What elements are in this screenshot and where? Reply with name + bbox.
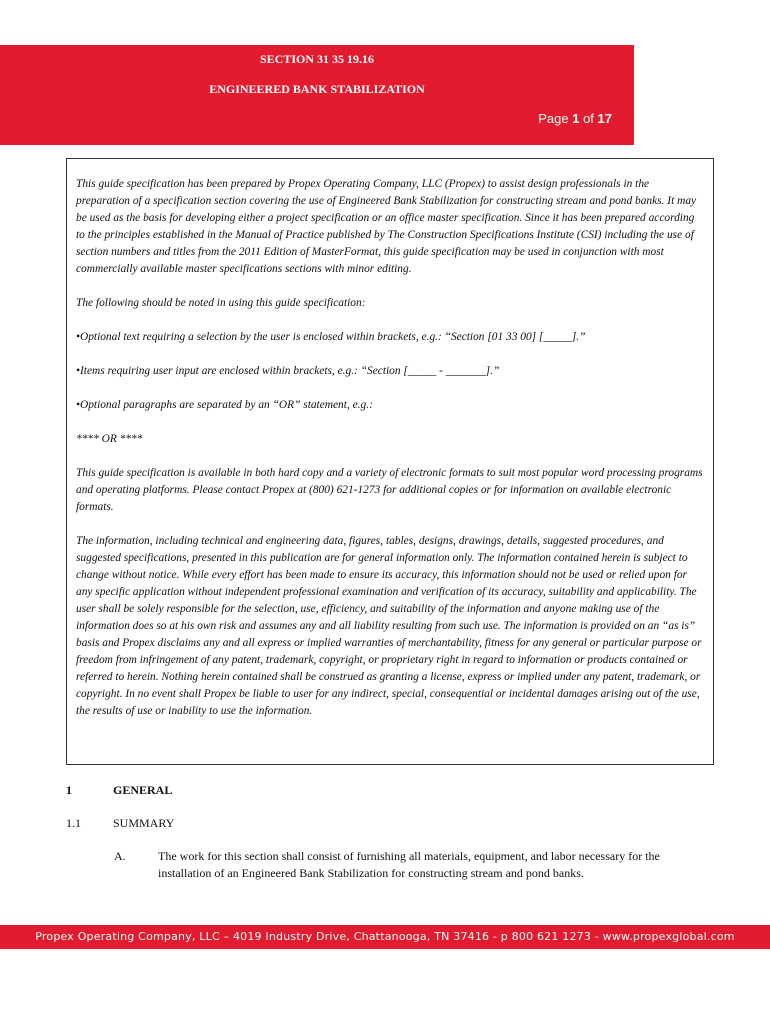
article-title: SUMMARY (113, 816, 175, 830)
page-footer: Propex Operating Company, LLC – 4019 Industry Drive, Chattanooga, TN 37416 - p 800 621 1273 - www.propexglobal.com (0, 925, 770, 949)
note-paragraph: This guide specification has been prepared by Propex Operating Company, LLC (Propex) to assist design professionals in the preparation of a specification section covering the use of Engineered Bank Stabilization for constructing stream and pond banks. It may be used as the basis for developing either a project specification or an office master specification. Since it has been prepared according to the principles established in the Manual of Practice published by The Construction Specifications Institute (CSI) including the use of section numbers and titles from the 2011 Edition of MasterFormat, this guide specification may be used in conjunction with most commercially available master specifications sections with minor editing. (76, 178, 697, 275)
paragraph-text: The work for this section shall consist of furnishing all materials, equipment, and labor necessary for the installation of an Engineered Bank Stabilization for constructing stream and pond banks. (158, 849, 660, 880)
note-paragraph: •Optional text requiring a selection by the user is enclosed within brackets, e.g.: “Section [01 33 00] [_____].” (76, 331, 586, 343)
note-paragraph: **** OR **** (76, 433, 143, 445)
page-total: 17 (597, 111, 612, 126)
page-prefix: Page (538, 111, 573, 126)
section-number: SECTION 31 35 19.16 (259, 52, 375, 66)
page-current: 1 (572, 111, 580, 126)
page-of: of (579, 111, 598, 126)
part-title: GENERAL (113, 783, 173, 797)
page-header (0, 45, 634, 145)
part-number: 1 (66, 783, 72, 797)
specifier-note-box (66, 158, 714, 765)
note-paragraph: •Optional paragraphs are separated by an “OR” statement, e.g.: (76, 399, 373, 411)
note-paragraph: The following should be noted in using this guide specification: (76, 297, 366, 309)
paragraph-a (114, 848, 714, 882)
paragraph-label: A. (114, 849, 126, 863)
note-paragraph: This guide specification is available in both hard copy and a variety of electronic formats to suit most popular word processing programs and operating platforms. Please contact Propex at (800) 621-1273 for additional copies or for information on available electronic formats. (76, 467, 703, 513)
note-paragraph: •Items requiring user input are enclosed within brackets, e.g.: “Section [_____ - _______].” (76, 365, 500, 377)
note-paragraph: The information, including technical and engineering data, figures, tables, designs, drawings, details, suggested procedures, and suggested specifications, presented in this publication are for general information only. The information contained herein is subject to change without notice. While every effort has been made to ensure its accuracy, this information should not be used or relied upon for any specific application without independent professional examination and verification of its accuracy, suitability and applicability. The user shall be solely responsible for the selection, use, efficiency, and suitability of the information and anyone making use of the information does so at his own risk and assumes any and all liability resulting from such use. The information is provided on an “as is” basis and Propex disclaims any and all express or implied warranties of merchantability, fitness for any general or particular purpose or freedom from infringement of any patent, trademark, copyright, or proprietary right in regard to information or products contained or referred to herein. Nothing herein contained shall be construed as granting a license, express or implied under any patent, trademark, or copyright. In no event shall Propex be liable to user for any indirect, special, consequential or incidental damages arising out of the use, the results of use or inability to use the information. (76, 535, 702, 717)
article-number: 1.1 (66, 816, 81, 830)
section-title: ENGINEERED BANK STABILIZATION (209, 82, 425, 96)
page-indicator (538, 111, 612, 126)
